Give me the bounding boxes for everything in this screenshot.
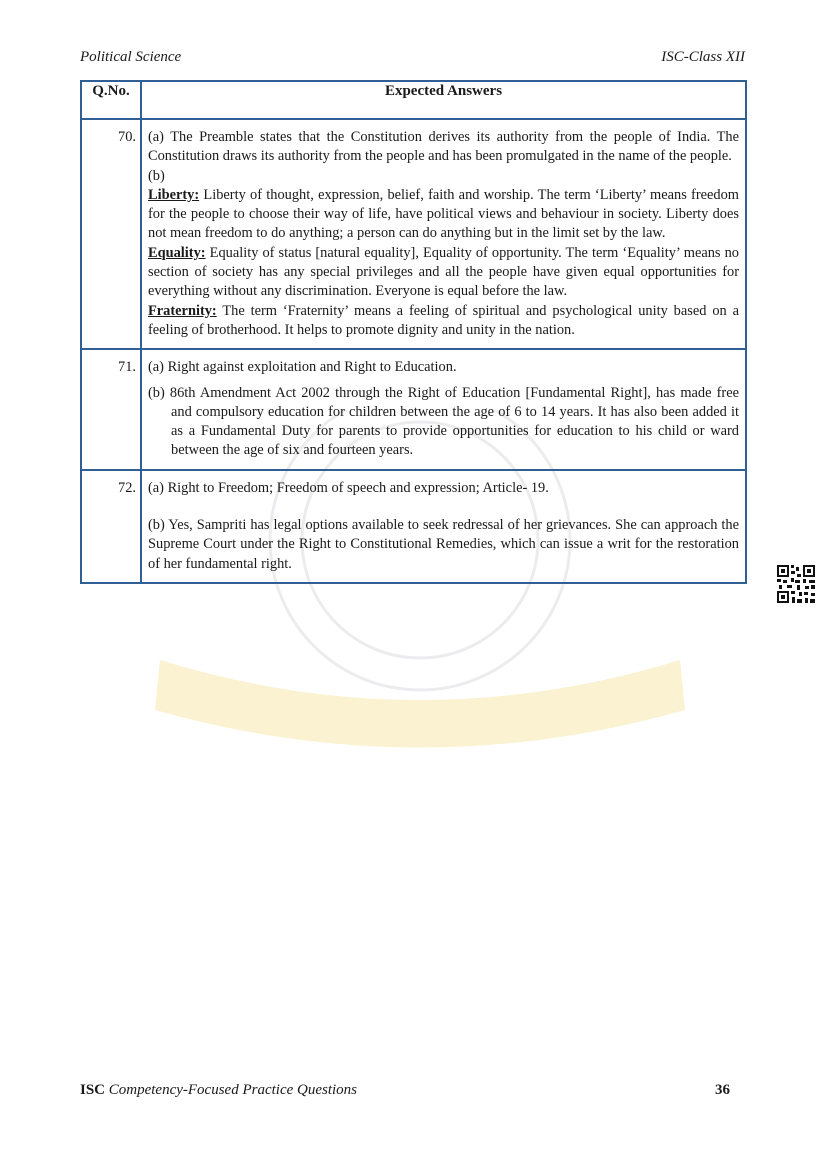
footer-brand: ISC <box>80 1082 106 1098</box>
question-number: 71. <box>81 349 141 469</box>
table-row <box>81 470 746 583</box>
table-row <box>81 119 746 349</box>
answers-table <box>80 80 747 584</box>
answer-part-a: (a) The Preamble states that the Constitution derives its authority from the people of India. The Constitution draws its authority from the people and has been promulgated in the name of the people. <box>148 129 739 165</box>
page-number: 36 <box>715 1082 730 1098</box>
equality-paragraph <box>148 244 739 302</box>
question-number: 70. <box>81 119 141 349</box>
fraternity-text: The term ‘Fraternity’ means a feeling of spiritual and psychological unity based on a feeling of brotherhood. It helps to promote dignity and unity in the nation. <box>148 302 739 338</box>
answer-part-a: (a) Right against exploitation and Right to Education. <box>148 359 457 376</box>
answer-cell <box>141 349 746 469</box>
answer-part-b: (b) 86th Amendment Act 2002 through the Right of Education [Fundamental Right], has made free and compulsory education for children between the age of 6 to 14 years. It has also been added it as a Fundamental Duty for parents to provide opportunities for education to his child or ward between the age of six and fourteen years. <box>148 384 739 459</box>
equality-term: Equality: <box>148 244 206 261</box>
equality-text: Equality of status [natural equality], Equality of opportunity. The term ‘Equality’ means no section of society has any special privileges and all the people have given equal opportunities for everything without any discrimination. Everyone is equal before the law. <box>148 244 739 300</box>
table-row <box>81 349 746 469</box>
header-class: ISC-Class XII <box>661 49 745 65</box>
column-header-answers: Expected Answers <box>141 81 746 119</box>
header-subject: Political Science <box>80 49 182 65</box>
table-header-row <box>81 81 746 119</box>
liberty-term: Liberty: <box>148 186 200 203</box>
answer-cell <box>141 119 746 349</box>
answer-part-b-label: (b) <box>148 167 165 184</box>
answer-part-a: (a) Right to Freedom; Freedom of speech and expression; Article- 19. <box>148 479 549 496</box>
question-number: 72. <box>81 470 141 583</box>
footer-title <box>80 1082 357 1099</box>
answer-part-b: (b) Yes, Sampriti has legal options available to seek redressal of her grievances. She can approach the Supreme Court under the Right to Constitutional Remedies, which can issue a writ for the restoration of her fundamental right. <box>148 517 739 572</box>
liberty-text: Liberty of thought, expression, belief, faith and worship. The term ‘Liberty’ means freedom for the people to choose their way of life, have political views and behaviour in society. Liberty does not mean freedom to do anything; a person can do anything but in the limit set by the law. <box>148 186 739 242</box>
column-header-qno: Q.No. <box>81 81 141 119</box>
answer-cell <box>141 470 746 583</box>
footer-title-text: Competency-Focused Practice Questions <box>105 1082 358 1098</box>
liberty-paragraph <box>148 186 739 244</box>
fraternity-paragraph <box>148 302 739 341</box>
fraternity-term: Fraternity: <box>148 302 217 319</box>
qr-code-icon[interactable] <box>777 565 815 603</box>
